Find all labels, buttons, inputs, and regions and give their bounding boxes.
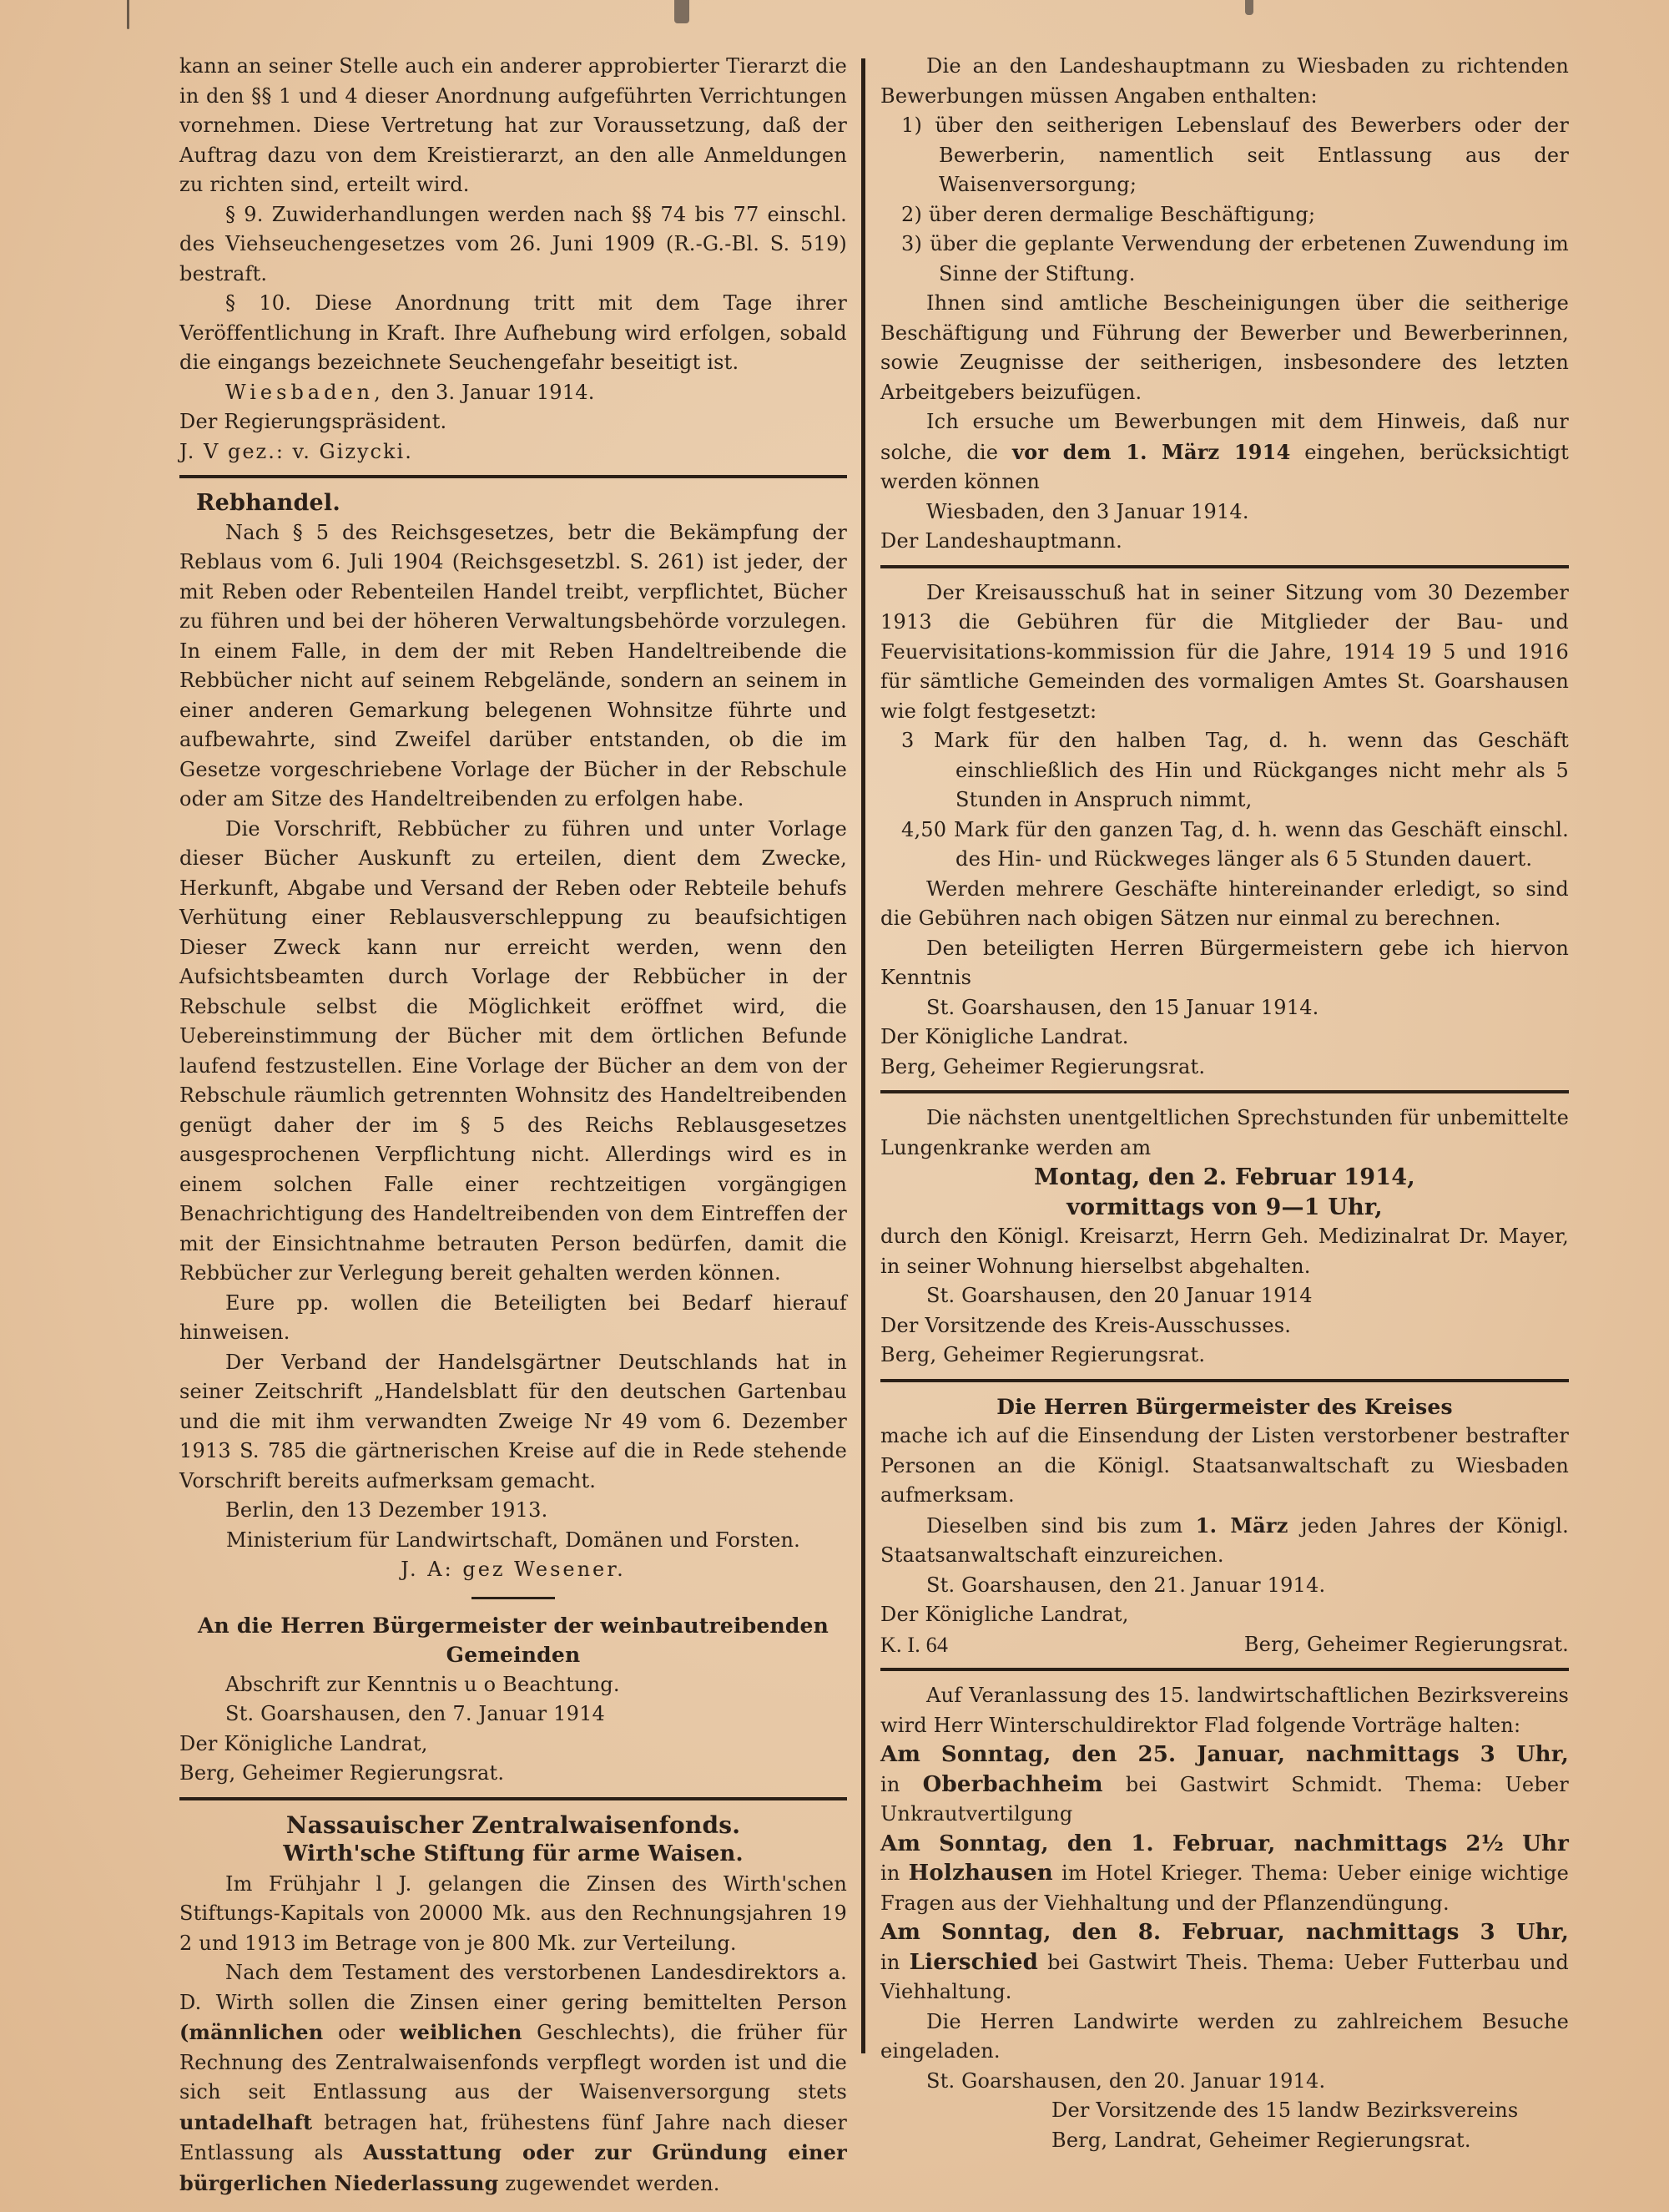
section-rule bbox=[880, 1090, 1569, 1093]
signature-line: Ministerium für Landwirtschaft, Domänen und Forsten. bbox=[225, 1528, 800, 1552]
place-date-line: St. Goarshausen, den 20. Januar 1914. bbox=[926, 2068, 1326, 2093]
lecture-when: Am Sonntag, den 1. Februar, nachmittags 2½ Uhr bbox=[880, 1831, 1569, 1856]
emphasis-text: weiblichen bbox=[399, 2020, 522, 2044]
lecture-event bbox=[880, 1830, 1569, 1919]
text-run: jeden Jahres der Königl. Staatsanwaltschaft einzureichen. bbox=[880, 1513, 1569, 1567]
place-date-line: St. Goarshausen, den 7. Januar 1914 bbox=[225, 1702, 606, 1725]
section-title: Gemeinden bbox=[446, 1643, 581, 1667]
signature-line: Berg, Geheimer Regierungsrat. bbox=[880, 1054, 1206, 1078]
notice-paragraph bbox=[880, 1511, 1569, 1571]
appointment-time: vormittags von 9—1 Uhr, bbox=[1066, 1194, 1383, 1220]
zentralwaisenfonds-notice bbox=[179, 1811, 847, 2199]
signature-text: Berg, Geheimer Regierungsrat. bbox=[1243, 1632, 1569, 1656]
lecture-place: Holzhausen bbox=[908, 1861, 1053, 1886]
lecture-where bbox=[880, 1859, 1569, 1918]
place-date-line bbox=[179, 378, 847, 408]
list-item: 3) über die geplante Verwendung der erbetenen Zuwendung im Sinne der Stiftung. bbox=[901, 232, 1569, 285]
rebhandel-notice bbox=[179, 488, 847, 1585]
signature-line: Der Königliche Landrat, bbox=[179, 1731, 428, 1755]
lecture-event bbox=[880, 1918, 1569, 2007]
lecture-place: Lierschied bbox=[909, 1949, 1039, 1975]
left-column bbox=[179, 52, 847, 2199]
vortraege-notice bbox=[880, 1681, 1569, 2155]
notice-paragraph: Eure pp. wollen die Beteiligten bei Bedarf hierauf hinweisen. bbox=[179, 1290, 847, 1344]
text-run: Geschlechts), die früher für Rechnung des Zentralwaisenfonds verpflegt worden ist und die sich seit Entlassung aus der Waisenversorgung stets bbox=[179, 2021, 847, 2103]
text-run: in bbox=[880, 1861, 900, 1885]
text-run: eingehen, berücksichtigt werden können bbox=[880, 440, 1569, 493]
landeshauptmann-notice bbox=[880, 52, 1569, 557]
reference-signature-line bbox=[880, 1630, 1569, 1660]
signature-line: Berg, Geheimer Regierungsrat. bbox=[880, 1343, 1206, 1366]
section-subtitle: Wirth'sche Stiftung für arme Waisen. bbox=[283, 1841, 744, 1866]
notice-paragraph bbox=[880, 407, 1569, 497]
signature-line: J. A: gez Wesener. bbox=[401, 1558, 626, 1581]
section-title: Rebhandel. bbox=[196, 490, 340, 516]
section-title: Nassauischer Zentralwaisenfonds. bbox=[285, 1811, 741, 1839]
text-run: in bbox=[880, 1950, 900, 1974]
text-run: bei Gastwirt Theis. Thema: Ueber Futterbau und Viehhaltung. bbox=[880, 1950, 1569, 2003]
text-run: betragen hat, frühestens fünf Jahre nach dieser Entlassung als bbox=[179, 2110, 847, 2164]
place-date-line: Wiesbaden, den 3 Januar 1914. bbox=[926, 499, 1249, 523]
lecture-where bbox=[880, 1948, 1569, 2007]
fee-item: 3 Mark für den halben Tag, d. h. wenn das Geschäft einschließlich des Hin und Rückganges nicht mehr als 5 Stunden in Anspruch nimmt, bbox=[901, 729, 1569, 811]
section-rule bbox=[880, 565, 1569, 568]
text-run: im Hotel Krieger. Thema: Ueber einige wichtige Fragen aus der Viehhaltung und der Pflanzendüngung. bbox=[880, 1861, 1569, 1915]
paper-tear-mark bbox=[1245, 0, 1253, 15]
signature-line: Der Vorsitzende des Kreis-Ausschusses. bbox=[880, 1313, 1292, 1337]
buergermeister-notice bbox=[880, 1392, 1569, 1660]
text-run: Dieselben sind bis zum bbox=[926, 1513, 1183, 1538]
signature-line: Der Regierungspräsident. bbox=[179, 410, 447, 433]
signature-line: Der Vorsitzende des 15 landw Bezirksvereins bbox=[1051, 2098, 1519, 2122]
section-rule bbox=[179, 475, 847, 478]
notice-paragraph: Ihnen sind amtliche Bescheinigungen über die seitherige Beschäftigung und Führung der Bewerber und Bewerberinnen, sowie Zeugnisse der seitherigen, insbesondere des letzten Arbeitgebers beizufügen. bbox=[880, 291, 1569, 404]
place-date-line: Berlin, den 13 Dezember 1913. bbox=[225, 1498, 548, 1522]
section-rule bbox=[179, 1797, 847, 1800]
column-divider bbox=[861, 58, 865, 2053]
continued-ordinance bbox=[179, 52, 847, 467]
lecture-when: Am Sonntag, den 8. Februar, nachmittags 3 Uhr, bbox=[880, 1920, 1569, 1945]
text-run: zugewendet werden. bbox=[505, 2171, 720, 2195]
notice-paragraph: Werden mehrere Geschäfte hintereinander erledigt, so sind die Gebühren nach obigen Sätzen nur einmal zu berechnen. bbox=[880, 876, 1569, 930]
weinbau-notice bbox=[179, 1611, 847, 1789]
lecture-where bbox=[880, 1770, 1569, 1830]
notice-paragraph bbox=[179, 1958, 847, 2199]
signature-line: Der Königliche Landrat. bbox=[880, 1025, 1129, 1048]
notice-paragraph: Der Verband der Handelsgärtner Deutschlands hat in seiner Zeitschrift „Handelsblatt für den deutschen Gartenbau und die mit ihm verwandten Zweige Nr 49 vom 6. Dezember 1913 S. 785 die gärtnerischen Kreise auf die in Rede stehende Vorschrift bereits aufmerksam gemacht. bbox=[179, 1350, 847, 1492]
emphasis-text: untadelhaft bbox=[179, 2109, 313, 2134]
right-column bbox=[880, 52, 1569, 2155]
text-run: in bbox=[880, 1772, 900, 1796]
place-date-line: St. Goarshausen, den 20 Januar 1914 bbox=[926, 1284, 1313, 1307]
notice-paragraph: Den beteiligten Herren Bürgermeistern gebe ich hiervon Kenntnis bbox=[880, 936, 1569, 989]
section-rule bbox=[880, 1668, 1569, 1671]
signature-line: Der Königliche Landrat, bbox=[880, 1603, 1129, 1626]
short-rule bbox=[471, 1597, 555, 1599]
place-name: Wiesbaden, bbox=[225, 380, 385, 404]
text-run: bei Gastwirt Schmidt. Thema: Ueber Unkrautvertilgung bbox=[880, 1772, 1569, 1826]
ordinance-paragraph: kann an seiner Stelle auch ein anderer approbierter Tierarzt die in den §§ 1 und 4 dieser Anordnung aufgeführten Verrichtungen vornehmen. Diese Vertretung hat zur Voraussetzung, daß der Auftrag dazu von dem Kreistierarzt, an den alle Anmeldungen zu richten sind, erteilt wird. bbox=[179, 54, 847, 196]
notice-paragraph: Auf Veranlassung des 15. landwirtschaftlichen Bezirksvereins wird Herr Winterschuldirektor Flad folgende Vorträge halten: bbox=[880, 1684, 1569, 1737]
sprechstunden-notice bbox=[880, 1103, 1569, 1371]
paper-tear-mark bbox=[127, 0, 129, 29]
ordinance-paragraph: § 9. Zuwiderhandlungen werden nach §§ 74 bis 77 einschl. des Viehseuchengesetzes vom 26. Juni 1909 (R.-G.-Bl. S. 519) bestraft. bbox=[179, 202, 847, 285]
deadline-text: 1. März bbox=[1195, 1513, 1288, 1538]
text-run: Nach dem Testament des verstorbenen Landesdirektors a. D. Wirth sollen die Zinsen einer gering bemittelten Person bbox=[179, 1961, 847, 2014]
notice-paragraph: Die an den Landeshauptmann zu Wiesbaden zu richtenden Bewerbungen müssen Angaben enthalten: bbox=[880, 54, 1569, 108]
section-rule bbox=[880, 1379, 1569, 1382]
fee-item: 4,50 Mark für den ganzen Tag, d. h. wenn das Geschäft einschl. des Hin- und Rückweges länger als 6 5 Stunden dauert. bbox=[901, 817, 1569, 871]
signature-line: Berg, Landrat, Geheimer Regierungsrat. bbox=[1051, 2128, 1471, 2152]
ordinance-paragraph: § 10. Diese Anordnung tritt mit dem Tage ihrer Veröffentlichung in Kraft. Ihre Aufhebung wird erfolgen, sobald die eingangs bezeichnete Seuchengefahr beseitigt ist. bbox=[179, 291, 847, 374]
notice-paragraph: Die nächsten unentgeltlichen Sprechstunden für unbemittelte Lungenkranke werden am bbox=[880, 1106, 1569, 1159]
lecture-event bbox=[880, 1740, 1569, 1830]
deadline-text: vor dem 1. März 1914 bbox=[1011, 439, 1291, 464]
place-date-line: St. Goarshausen, den 15 Januar 1914. bbox=[926, 995, 1319, 1019]
date-text: den 3. Januar 1914. bbox=[391, 380, 595, 404]
place-date-line: St. Goarshausen, den 21. Januar 1914. bbox=[926, 1573, 1326, 1597]
list-item: 2) über deren dermalige Beschäftigung; bbox=[901, 202, 1316, 226]
notice-paragraph: Die Vorschrift, Rebbücher zu führen und unter Vorlage dieser Bücher Auskunft zu erteilen, dient dem Zwecke, Herkunft, Abgabe und Versand der Reben oder Rebteile behufs Verhütung einer Reblausverschleppung zu beaufsichtigen Dieser Zweck kann nur erreicht werden, wenn den Aufsichtsbeamten durch Vorlage der Rebbücher in der Rebschule selbst die Möglichkeit eröffnet wird, die Uebereinstimmung der Bücher mit dem örtlichen Befunde laufend festzustellen. Eine Vorlage der Bücher an dem von der Rebschule räumlich getrennten Wohnsitz des Handeltreibenden genügt daher der im § 5 des Reichs Reblausgesetzes ausgesprochenen Verpflichtung nicht. Allerdings wird es in einem solchen Falle einer rechtzeitigen vorgängigen Benachrichtigung des Handeltreibenden von dem Eintreffen der mit der Einsichtnahme betrauten Person bedürfen, damit die Rebbücher zur Verlegung bereit gehalten werden können. bbox=[179, 816, 847, 1285]
appointment-date: Montag, den 2. Februar 1914, bbox=[1034, 1164, 1415, 1190]
signature-line: Berg, Geheimer Regierungsrat. bbox=[179, 1761, 505, 1785]
emphasis-text: (männlichen bbox=[179, 2020, 324, 2044]
paper-tear-mark bbox=[674, 0, 689, 23]
notice-paragraph: durch den Königl. Kreisarzt, Herrn Geh. Medizinalrat Dr. Mayer, in seiner Wohnung hierselbst abgehalten. bbox=[880, 1225, 1569, 1278]
notice-paragraph: Die Herren Landwirte werden zu zahlreichem Besuche eingeladen. bbox=[880, 2009, 1569, 2063]
notice-line: Abschrift zur Kenntnis u o Beachtung. bbox=[225, 1672, 620, 1696]
notice-paragraph: Nach § 5 des Reichsgesetzes, betr die Bekämpfung der Reblaus vom 6. Juli 1904 (Reichsgesetzbl. S. 261) ist jeder, der mit Reben oder Rebenteilen Handel treibt, verpflichtet, Bücher zu führen und bei der höheren Verwaltungsbehörde vorzulegen. In einem Falle, in dem der mit Reben Handeltreibende die Rebbücher nicht auf seinem Rebgelände, sondern an seinem in einer anderen Gemarkung belegenen Wohnsitze führte und aufbewahrte, sind Zweifel darüber entstanden, ob die im Gesetze vorgeschriebene Vorlage der Bücher in der Rebschule oder am Sitze des Handeltreibenden zu erfolgen habe. bbox=[179, 520, 847, 811]
lecture-place: Oberbachheim bbox=[922, 1771, 1103, 1797]
reference-number: K. I. 64 bbox=[880, 1632, 949, 1657]
signature-line: J. V gez.: v. Gizycki. bbox=[179, 439, 413, 463]
list-item: 1) über den seitherigen Lebenslauf des Bewerbers oder der Bewerberin, namentlich seit Entlassung aus der Waisenversorgung; bbox=[901, 114, 1569, 196]
lecture-when: Am Sonntag, den 25. Januar, nachmittags 3 Uhr, bbox=[880, 1742, 1569, 1767]
section-title: Die Herren Bürgermeister des Kreises bbox=[996, 1394, 1453, 1419]
emphasis-text: Ausstattung oder zur Gründung einer bürgerlichen Niederlassung bbox=[179, 2140, 847, 2195]
notice-paragraph: Der Kreisausschuß hat in seiner Sitzung vom 30 Dezember 1913 die Gebühren für die Mitglieder der Bau- und Feuervisitations-kommission für die Jahre, 1914 19 5 und 1916 für sämtliche Gemeinden des vormaligen Amtes St. Goarshausen wie folgt festgesetzt: bbox=[880, 580, 1569, 723]
notice-paragraph: Im Frühjahr l J. gelangen die Zinsen des Wirth'schen Stiftungs-Kapitals von 20000 Mk. aus den Rechnungsjahren 19 2 und 1913 im Betrage von je 800 Mk. zur Verteilung. bbox=[179, 1871, 847, 1955]
notice-paragraph: mache ich auf die Einsendung der Listen verstorbener bestrafter Personen an die Königl. Staatsanwaltschaft zu Wiesbaden aufmerksam. bbox=[880, 1424, 1569, 1507]
signature-line: Der Landeshauptmann. bbox=[880, 529, 1122, 553]
kreisausschuss-notice bbox=[880, 578, 1569, 1083]
text-run: oder bbox=[337, 2021, 386, 2044]
text-run: Ich ersuche um Bewerbungen mit dem Hinweis, daß nur solche, die bbox=[880, 410, 1569, 464]
section-title: An die Herren Bürgermeister der weinbautreibenden bbox=[197, 1613, 829, 1638]
